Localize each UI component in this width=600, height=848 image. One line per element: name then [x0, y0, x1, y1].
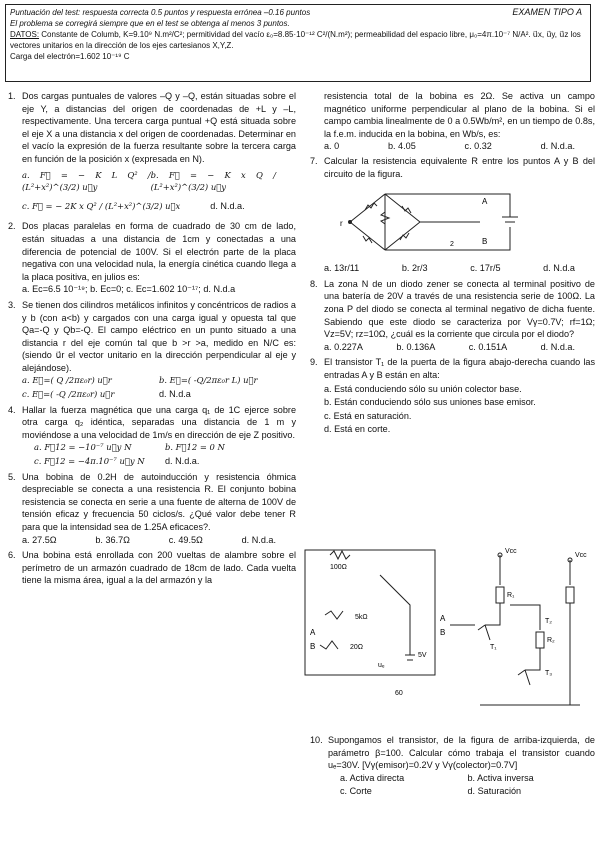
label-r2: R₂	[547, 637, 555, 644]
option-c[interactable]: c. 0.32	[464, 141, 492, 152]
option-c[interactable]: c. F⃗ = − 2K x Q² / (L²+x²)^(3/2) u⃗x	[22, 200, 181, 211]
option-a[interactable]: a. Está conduciendo sólo su unión colector base.	[324, 383, 522, 394]
option-b[interactable]: b. Activa inversa	[467, 772, 534, 783]
option-a[interactable]: a. 13r/11	[324, 263, 360, 274]
question-text: Una bobina está enrollada con 200 vueltas de alambre sobre el perímetro de un armazón cuadrado de 18cm de lado. Cada vuelta tiene la misma área, igual a la del armazón y la	[22, 550, 296, 586]
option-c[interactable]: c. 49.5Ω	[168, 534, 203, 545]
question-2: 2. Dos placas paralelas en forma de cuadrado de 30 cm de lado, están situadas a una distancia de 1cm y conectadas a una diferencia de potencial de 100V. Si el electrón parte de la placa negativa con una velocidad nula, la energía cinética cuando llega a la placa positiva, en julios es: a. Ec=6.5 10⁻¹⁹; b. Ec=0; c. Ec=1.602 10⁻¹⁷; d. N.d.a	[8, 221, 296, 295]
label-vcc-2: Vcc	[575, 552, 587, 559]
question-1: 1. Dos cargas puntuales de valores –Q y –Q, están situadas sobre el eje Y, a distancias del origen de coordenadas de +L y –L, respectivamente. Una tercera carga puntual +Q está situada sobre el eje X a una distancia x del origen de coordenadas. Determinar en el vacío la expresión de la fuerza resultante sobre la tercera carga en función de la posición x (expresada en N). a. F⃗ = − K L Q² / (L²+x²)^(3/2) u⃗y b. F⃗ = − K x Q / (L²+x²)^(3/2) u⃗y c. F⃗ = − 2K x Q² / (L²+x²)^(3/2) u⃗x d. N.d.a.	[8, 91, 296, 211]
option-d[interactable]: d. N.d.a.	[540, 341, 575, 352]
label-5v: 5V	[418, 652, 427, 659]
label-20ohm: 20Ω	[350, 644, 364, 651]
fig7-label-a: A	[482, 197, 488, 207]
scoring-note: Puntuación del test: respuesta correcta 0.5 puntos y respuesta errónea –0.16 puntos	[10, 8, 311, 17]
option-a[interactable]: a. 0.227A	[324, 341, 363, 352]
question-text: Una bobina de 0.2H de autoinducción y resistencia óhmica despreciable se conecta a una resistencia R. El conjunto bobina resistencia se conecta en serie a una fuente de alterna de 100V de tensión eficaz y frecuencia 50 ciclos/s. ¿Qué valor debe tener R para que la intensidad sea de 1.25A eficaces?.	[22, 471, 296, 532]
datos-text: Constante de Columb, K=9.10⁹ N.m²/C²; permitividad del vacío ε₀=8.85·10⁻¹² C²/(N.m²); permeabilidad del espacio libre, μ₀=4π.10⁻⁷ N/A². u⃗x, u⃗y, u⃗z los vectores unitarios en la dirección de los ejes cartesianos X,Y,Z.	[10, 30, 581, 50]
option-a[interactable]: a. 0	[324, 141, 340, 152]
label-5k: 5kΩ	[355, 614, 368, 621]
exam-header	[5, 4, 591, 82]
option-a[interactable]: a. F⃗ = − K L Q² / (L²+x²)^(3/2) u⃗y	[22, 169, 151, 193]
option-a[interactable]: a. E⃗=( Q /2πε₀r) u⃗r	[22, 375, 112, 386]
option-b[interactable]: b. Están conduciendo sólo sus uniones base emisor.	[324, 397, 536, 408]
label-100ohm: 100Ω	[330, 564, 347, 571]
option-b[interactable]: b. E⃗=( -Q/2πε₀r L) u⃗r	[159, 375, 258, 386]
options-line[interactable]: a. Ec=6.5 10⁻¹⁹; b. Ec=0; c. Ec=1.602 10⁻¹⁷; d. N.d.a	[22, 284, 236, 295]
question-text: La zona N de un diodo zener se conecta al terminal positivo de una batería de 20V a través de una resistencia serie de 100Ω. La zona P del diodo se conecta al terminal negativo de dicha fuente. Sabiendo que este diodo se caracteriza por Vγ=0.7V; rf=1Ω; Vz=5V; rz=10Ω, ¿cuál es la corriente que circula por el diodo?	[324, 278, 595, 340]
option-c[interactable]: c. 17r/5	[470, 263, 501, 274]
input-a: A	[440, 614, 446, 623]
question-text: Dos cargas puntuales de valores –Q y –Q, están situadas sobre el eje Y, a distancias del origen de coordenadas de +L y –L, respectivamente. Una tercera carga puntual +Q está situada sobre el eje X a una distancia x del origen de coordenadas. Determinar en el vacío la expresión de la fuerza resultante sobre la tercera carga en función de la posición x (expresada en N).	[22, 91, 296, 164]
question-text: Hallar la fuerza magnética que una carga q₁ de 1C ejerce sobre otra carga q₂ idéntica, separadas una distancia de 1 m y moviéndose a una velocidad de 1m/s en dirección de eje Z positivo.	[22, 404, 296, 440]
question-6-continued	[310, 90, 595, 153]
option-c[interactable]: c. 0.151A	[468, 341, 508, 352]
question-9: 9. El transistor T₁ de la puerta de la figura abajo-derecha cuando las entradas A y B están en alta: a. Está conduciendo sólo su unión colector base. b. Están conduciendo sólo sus uniones base emisor. c. Está en saturación. d. Está en corte.	[310, 357, 595, 435]
option-a[interactable]: a. Activa directa	[340, 772, 405, 783]
option-c[interactable]: c. Está en saturación.	[324, 410, 412, 421]
option-b[interactable]: b. 0.136A	[396, 341, 436, 352]
fig7-label-b: B	[482, 237, 488, 247]
option-d[interactable]: d. N.d.a.	[165, 456, 200, 467]
option-d[interactable]: d. N.d.a	[159, 389, 191, 400]
question-text: El transistor T₁ de la puerta de la figura abajo-derecha cuando las entradas A y B están en alta:	[324, 357, 595, 380]
question-text: Se tienen dos cilindros metálicos infinitos y concéntricos de radios a y b (con a<b) y cargados con una carga igual y opuesta tal que Qa=-Q y Qb=-Q. El campo eléctrico en un punto situado a una distancia r del eje común tal que b >r >a, medido en N/C es: (siendo u⃗r el vector unitario en la dirección perpendicular al eje y alejándose).	[22, 299, 296, 373]
question-text: Supongamos el transistor, de la figura de arriba-izquierda, de parámetro β=100. Calcular cómo trabaja el transistor cuando uₑ=30V. [Vγ(emisor)=0.2V y Vγ(colector)=0.7V]	[328, 735, 595, 771]
constants-block	[10, 29, 586, 51]
datos-label: DATOS:	[10, 30, 40, 39]
input-b: B	[440, 628, 446, 637]
question-text: resistencia total de la bobina es 2Ω. Se activa un campo magnético uniforme perpendicular al plano de la bobina. Si el campo cambia linealmente de 0 a 0.5Wb/m², en un tiempo de 0.8s, la f.e.m. inducida en la bobina, en Wb/s, es:	[324, 91, 595, 139]
label-r1: R₁	[507, 592, 515, 599]
option-c[interactable]: c. E⃗=( -Q /2πε₀r) u⃗r	[22, 389, 115, 400]
question-text: Dos placas paralelas en forma de cuadrado de 30 cm de lado, están situadas a una distancia de 1cm y conectadas a una diferencia de potencial de 100V. Si el electrón parte de la placa negativa con una velocidad nula, la energía cinética cuando llega a la placa positiva, en julios es:	[22, 221, 296, 282]
fig7-label-2: 2	[450, 241, 454, 249]
question-6: 6. Una bobina está enrollada con 200 vueltas de alambre sobre el perímetro de un armazón cuadrado de 18cm de lado. Cada vuelta tiene la misma área, igual a la del armazón y la	[8, 550, 296, 586]
label-a: A	[310, 628, 316, 637]
option-a[interactable]: a. 27.5Ω	[22, 534, 57, 545]
option-a[interactable]: a. F⃗12 = −10⁻⁷ u⃗y N	[34, 442, 132, 453]
label-t3: T₃	[545, 670, 553, 677]
question-8: 8. La zona N de un diodo zener se conecta al terminal positivo de una batería de 20V a través de una resistencia serie de 100Ω. La zona P del diodo se conecta al terminal negativo de dicha fuente. Sabiendo que este diodo se caracteriza por Vγ=0.7V; rf=1Ω; Vz=5V; rz=10Ω, ¿cuál es la corriente que circula por el diodo? a. 0.227A b. 0.136A c. 0.151A d. N.d.a.	[310, 278, 595, 352]
resistor-network-figure	[330, 182, 580, 262]
question-3: 3. Se tienen dos cilindros metálicos infinitos y concéntricos de radios a y b (con a<b) y cargados con una carga igual y opuesta tal que Qa=-Q y Qb=-Q. El campo eléctrico en un punto situado a una distancia r del eje común tal que b >r >a, medido en N/C es: (siendo u⃗r el vector unitario en la dirección perpendicular al eje y alejándose). a. E⃗=( Q /2πε₀r) u⃗r b. E⃗=( -Q/2πε₀r L) u⃗r c. E⃗=( -Q /2πε₀r) u⃗r d. N.d.a	[8, 299, 296, 400]
option-b[interactable]: b. F⃗ = − K x Q / (L²+x²)^(3/2) u⃗y	[150, 169, 276, 193]
question-5: 5. Una bobina de 0.2H de autoinducción y resistencia óhmica despreciable se conecta a una resistencia R. El conjunto bobina resistencia se conecta en serie a una fuente de alterna de 100V de tensión eficaz y frecuencia 50 ciclos/s. ¿Qué valor debe tener R para que la intensidad sea de 1.25A eficaces?. a. 27.5Ω b. 36.7Ω c. 49.5Ω d. N.d.a.	[8, 471, 296, 545]
question-text: Calcular la resistencia equivalente R entre los puntos A y B del circuito de la figura.	[324, 155, 595, 179]
fig7-label-r: r	[340, 219, 343, 229]
label-60: 60	[395, 690, 403, 697]
label-ue: uₑ	[378, 662, 385, 669]
option-d[interactable]: d. N.d.a	[543, 263, 575, 274]
option-d[interactable]: d. Está en corte.	[324, 424, 391, 435]
electron-charge: Carga del electrón=1.602 10⁻¹⁹ C	[10, 52, 130, 61]
option-c[interactable]: c. Corte	[340, 786, 372, 797]
label-vcc: Vcc	[505, 548, 517, 555]
label-b: B	[310, 642, 316, 651]
option-d[interactable]: d. N.d.a.	[210, 200, 245, 211]
option-d[interactable]: d. N.d.a.	[540, 141, 575, 152]
question-4: 4. Hallar la fuerza magnética que una carga q₁ de 1C ejerce sobre otra carga q₂ idéntica, separadas una distancia de 1 m y moviéndose a una velocidad de 1m/s en dirección de eje Z positivo. a. F⃗12 = −10⁻⁷ u⃗y N b. F⃗12 = 0 N c. F⃗12 = −4π.10⁻⁷ u⃗y N d. N.d.a.	[8, 404, 296, 467]
question-10: 10. Supongamos el transistor, de la figura de arriba-izquierda, de parámetro β=100. Calcular cómo trabaja el transistor cuando uₑ=30V. [Vγ(emisor)=0.2V y Vγ(colector)=0.7V] a. Activa directa b. Activa inversa c. Corte d. Saturación	[310, 735, 595, 797]
question-7: 7. Calcular la resistencia equivalente R entre los puntos A y B del circuito de la figura. r A B 2 a. 13r/11 b. 2r/3 c. 17r/5 d. N.d.a	[310, 155, 595, 274]
label-t2: T₂	[545, 618, 552, 625]
label-t1: T₁	[490, 644, 497, 651]
transistor-circuits-figure	[300, 545, 596, 730]
left-column	[8, 90, 296, 590]
option-b[interactable]: b. F⃗12 = 0 N	[165, 442, 225, 453]
correction-note: El problema se corregirá siempre que en el test se obtenga al menos 3 puntos.	[10, 19, 290, 28]
question-10-block	[310, 734, 595, 801]
right-column	[310, 90, 595, 440]
option-d[interactable]: d. N.d.a.	[241, 534, 276, 545]
option-c[interactable]: c. F⃗12 = −4π.10⁻⁷ u⃗y N	[34, 456, 145, 467]
option-b[interactable]: b. 36.7Ω	[95, 534, 130, 545]
option-b[interactable]: b. 4.05	[387, 141, 416, 152]
option-d[interactable]: d. Saturación	[467, 786, 522, 797]
exam-type: EXAMEN TIPO A	[512, 7, 582, 17]
option-b[interactable]: b. 2r/3	[401, 263, 428, 274]
